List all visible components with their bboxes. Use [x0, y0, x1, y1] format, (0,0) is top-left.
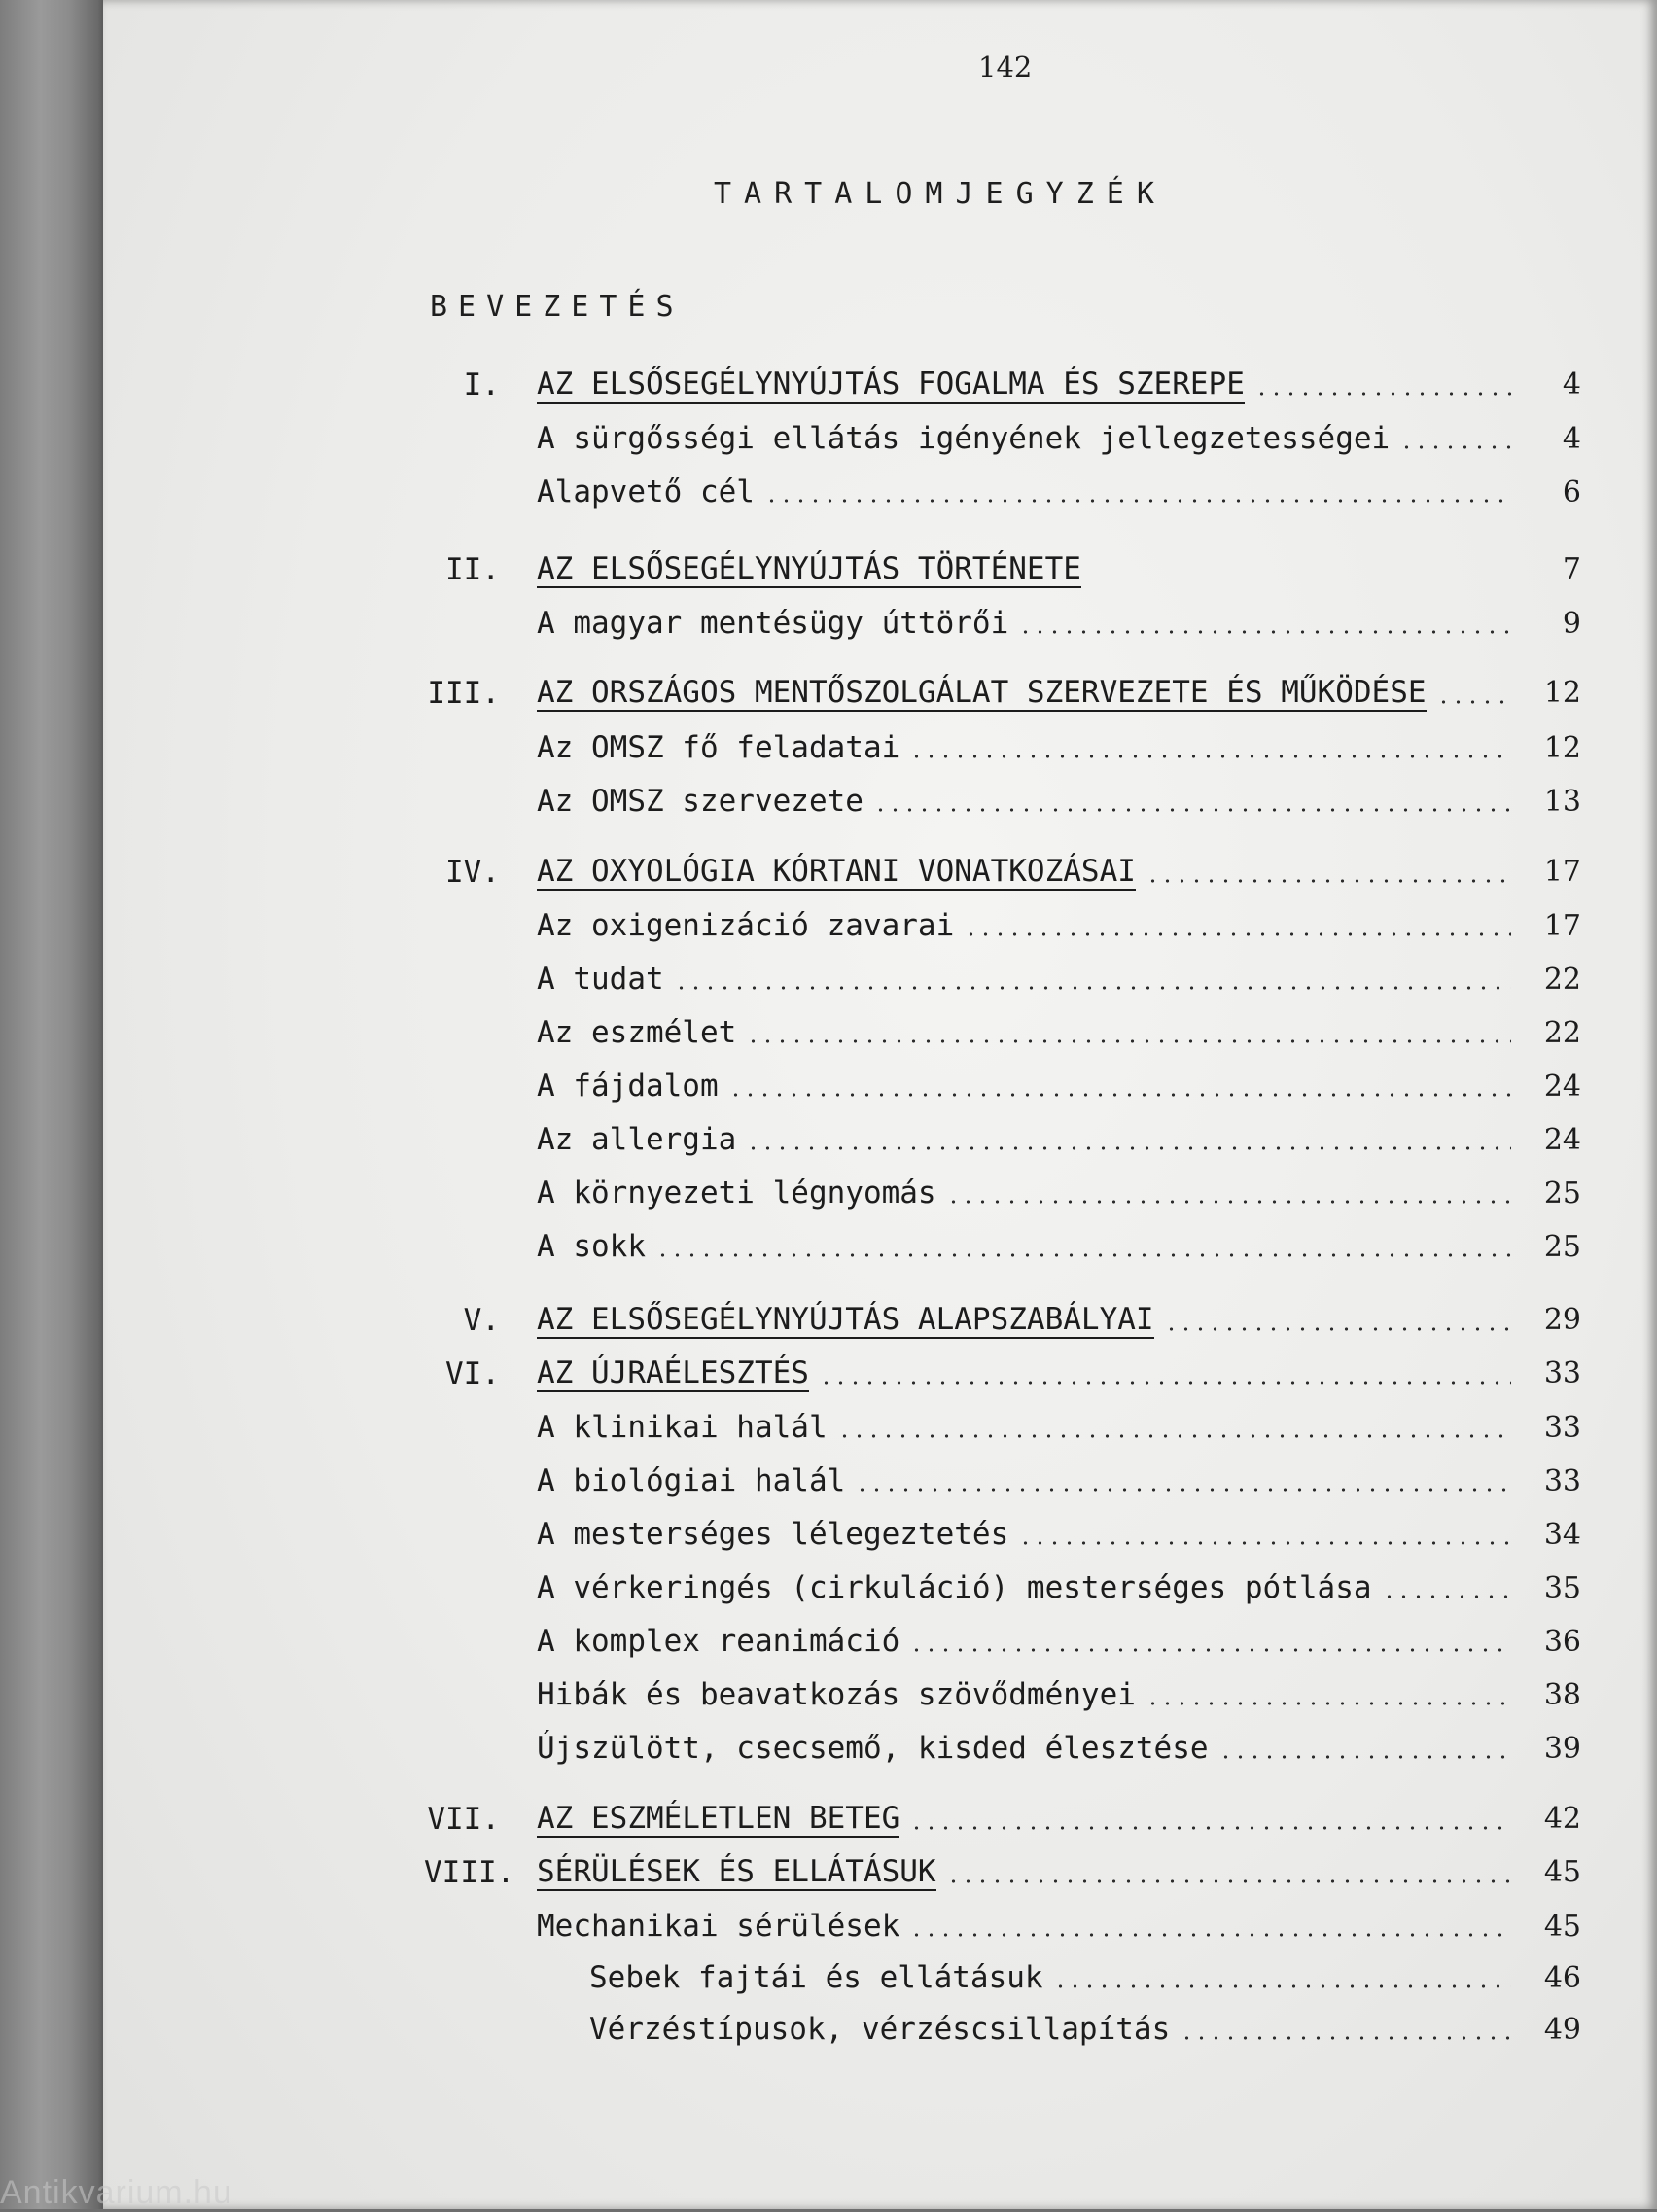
- dot-leader: [746, 1146, 1511, 1150]
- toc-entry-title: A biológiai halál: [537, 1463, 846, 1498]
- toc-page-number: 7: [1562, 552, 1581, 586]
- toc-entry-row: [424, 1567, 1581, 1608]
- document-page: [103, 0, 1657, 2209]
- toc-page-number: 17: [1543, 855, 1581, 889]
- toc-entry-title: Alapvető cél: [537, 474, 755, 509]
- toc-page-number: 12: [1543, 731, 1581, 765]
- toc-page-number: 6: [1562, 475, 1581, 509]
- toc-entry-row: [424, 1226, 1581, 1267]
- toc-entry-title: A sokk: [537, 1229, 646, 1264]
- toc-page-number: 17: [1543, 909, 1581, 943]
- page-title: TARTALOMJEGYZÉK: [714, 177, 1167, 211]
- toc-entry-title: A mesterséges lélegeztetés: [537, 1517, 1009, 1552]
- toc-entry-title: AZ OXYOLÓGIA KÓRTANI VONATKOZÁSAI: [537, 854, 1136, 889]
- dot-leader: [819, 1381, 1511, 1385]
- toc-entry-row: [424, 1173, 1581, 1213]
- toc-page-number: 35: [1543, 1571, 1581, 1605]
- dot-leader: [1254, 392, 1511, 396]
- chapter-number: II.: [445, 552, 500, 587]
- dot-leader: [1399, 445, 1511, 449]
- toc-page-number: 49: [1543, 2013, 1581, 2047]
- dot-leader: [873, 808, 1511, 812]
- toc-entry-row: [424, 1728, 1581, 1769]
- toc-chapter-row: [424, 365, 1581, 405]
- toc-page-number: 39: [1543, 1732, 1581, 1766]
- dot-leader: [746, 1039, 1511, 1043]
- toc-entry-row: [424, 1012, 1581, 1053]
- toc-entry-row: [424, 418, 1581, 459]
- toc-page-number: 9: [1562, 607, 1581, 641]
- dot-leader: [728, 1093, 1511, 1097]
- toc-entry-row: [424, 1957, 1581, 1998]
- toc-entry-title: Mechanikai sérülések: [537, 1909, 900, 1944]
- toc-entry-title: Az OMSZ fő feladatai: [537, 730, 900, 765]
- chapter-number: III.: [427, 676, 500, 711]
- dot-leader: [946, 1879, 1511, 1883]
- chapter-number: I.: [463, 368, 500, 403]
- toc-page-number: 24: [1543, 1123, 1581, 1157]
- toc-chapter-row: [424, 1852, 1581, 1893]
- chapter-number: IV.: [445, 855, 500, 890]
- toc-entry-title: A környezeti légnyomás: [537, 1176, 936, 1211]
- toc-page-number: 42: [1543, 1802, 1581, 1836]
- toc-entry-title: AZ ÚJRAÉLESZTÉS: [537, 1355, 809, 1390]
- toc-entry-row: [424, 959, 1581, 1000]
- toc-entry-title: SÉRÜLÉSEK ÉS ELLÁTÁSUK: [537, 1854, 936, 1889]
- toc-entry-row: [424, 905, 1581, 946]
- toc-chapter-row: [424, 852, 1581, 893]
- toc-entry-title: AZ ELSŐSEGÉLYNYÚJTÁS ALAPSZABÁLYAI: [537, 1302, 1154, 1337]
- chapter-number: VI.: [445, 1356, 500, 1391]
- dot-leader: [1053, 1984, 1511, 1988]
- chapter-number: V.: [463, 1303, 500, 1338]
- toc-page-number: 33: [1543, 1411, 1581, 1445]
- dot-leader: [1218, 1755, 1511, 1759]
- toc-page-number: 45: [1543, 1910, 1581, 1944]
- toc-page-number: 4: [1562, 368, 1581, 402]
- dot-leader: [1180, 2036, 1511, 2040]
- dot-leader: [909, 755, 1511, 758]
- toc-entry-row: [424, 1906, 1581, 1947]
- dot-leader: [855, 1488, 1511, 1492]
- dot-leader: [764, 499, 1511, 503]
- toc-entry-row: [424, 1066, 1581, 1106]
- toc-entry-title: Az allergia: [537, 1122, 737, 1157]
- dot-leader: [1091, 577, 1511, 580]
- toc-entry-title: Vérzéstípusok, vérzéscsillapítás: [589, 2012, 1171, 2047]
- dot-leader: [1146, 879, 1511, 883]
- toc-entry-title: A magyar mentésügy úttörői: [537, 606, 1009, 641]
- toc-entry-title: AZ ELSŐSEGÉLYNYÚJTÁS FOGALMA ÉS SZEREPE: [537, 367, 1245, 402]
- toc-entry-row: [424, 1119, 1581, 1160]
- toc-page-number: 38: [1543, 1678, 1581, 1712]
- intro-heading: BEVEZETÉS: [430, 290, 685, 324]
- toc-page-number: 13: [1543, 785, 1581, 819]
- toc-entry-title: A klinikai halál: [537, 1410, 828, 1445]
- toc-entry-row: [424, 1460, 1581, 1501]
- toc-page-number: 33: [1543, 1464, 1581, 1498]
- toc-chapter-row: [424, 673, 1581, 714]
- toc-entry-title: Hibák és beavatkozás szövődményei: [537, 1677, 1136, 1712]
- toc-entry-title: A fájdalom: [537, 1069, 719, 1104]
- watermark: Antikvarium.hu: [0, 2174, 232, 2211]
- dot-leader: [1018, 1541, 1511, 1545]
- toc-page-number: 46: [1543, 1961, 1581, 1995]
- dot-leader: [964, 932, 1511, 936]
- toc-page-number: 25: [1543, 1230, 1581, 1264]
- toc-chapter-row: [424, 1353, 1581, 1394]
- toc-entry-title: A vérkeringés (cirkuláció) mesterséges pótlása: [537, 1570, 1372, 1605]
- toc-page-number: 33: [1543, 1356, 1581, 1390]
- toc-entry-title: AZ ESZMÉLETLEN BETEG: [537, 1801, 900, 1836]
- toc-page-number: 4: [1562, 422, 1581, 456]
- dot-leader: [946, 1200, 1511, 1204]
- toc-entry-title: Az oxigenizáció zavarai: [537, 908, 955, 943]
- toc-entry-title: AZ ORSZÁGOS MENTŐSZOLGÁLAT SZERVEZETE ÉS MŰKÖDÉSE: [537, 675, 1427, 710]
- dot-leader: [909, 1933, 1511, 1937]
- toc-entry-title: Sebek fajtái és ellátásuk: [589, 1960, 1043, 1995]
- toc-chapter-row: [424, 1799, 1581, 1840]
- toc-page-number: 29: [1543, 1303, 1581, 1337]
- chapter-number: VII.: [427, 1802, 500, 1837]
- toc-page-number: 45: [1543, 1855, 1581, 1889]
- dot-leader: [1382, 1595, 1511, 1598]
- toc-entry-row: [424, 2009, 1581, 2050]
- toc-entry-row: [424, 727, 1581, 768]
- toc-entry-row: [424, 603, 1581, 644]
- toc-page-number: 12: [1543, 676, 1581, 710]
- dot-leader: [655, 1253, 1511, 1257]
- page-number: 142: [978, 51, 1033, 84]
- toc-page-number: 22: [1543, 963, 1581, 997]
- toc-page-number: 25: [1543, 1176, 1581, 1211]
- toc-entry-title: A tudat: [537, 962, 664, 997]
- dot-leader: [1018, 630, 1511, 634]
- toc-entry-row: [424, 1407, 1581, 1448]
- dot-leader: [909, 1648, 1511, 1652]
- dot-leader: [1146, 1702, 1511, 1705]
- toc-page-number: 36: [1543, 1625, 1581, 1659]
- toc-entry-title: A komplex reanimáció: [537, 1624, 900, 1659]
- dot-leader: [837, 1434, 1511, 1438]
- toc-entry-row: [424, 1674, 1581, 1715]
- dot-leader: [1436, 700, 1511, 704]
- toc-entry-row: [424, 472, 1581, 512]
- dot-leader: [909, 1826, 1511, 1830]
- toc-entry-title: Az OMSZ szervezete: [537, 784, 864, 819]
- toc-entry-row: [424, 1514, 1581, 1555]
- toc-entry-title: Újszülött, csecsemő, kisded élesztése: [537, 1731, 1209, 1766]
- toc-entry-title: A sürgősségi ellátás igényének jellegzetességei: [537, 421, 1391, 456]
- toc-page-number: 34: [1543, 1518, 1581, 1552]
- toc-page-number: 24: [1543, 1070, 1581, 1104]
- toc-entry-row: [424, 781, 1581, 822]
- dot-leader: [1164, 1327, 1511, 1331]
- book-spine-edge: [0, 0, 115, 2209]
- chapter-number: VIII.: [424, 1855, 515, 1890]
- toc-page-number: 22: [1543, 1016, 1581, 1050]
- toc-entry-title: Az eszmélet: [537, 1015, 737, 1050]
- toc-entry-title: AZ ELSŐSEGÉLYNYÚJTÁS TÖRTÉNETE: [537, 551, 1081, 586]
- toc-chapter-row: [424, 1300, 1581, 1341]
- toc-chapter-row: [424, 549, 1581, 590]
- dot-leader: [674, 986, 1511, 990]
- toc-entry-row: [424, 1621, 1581, 1662]
